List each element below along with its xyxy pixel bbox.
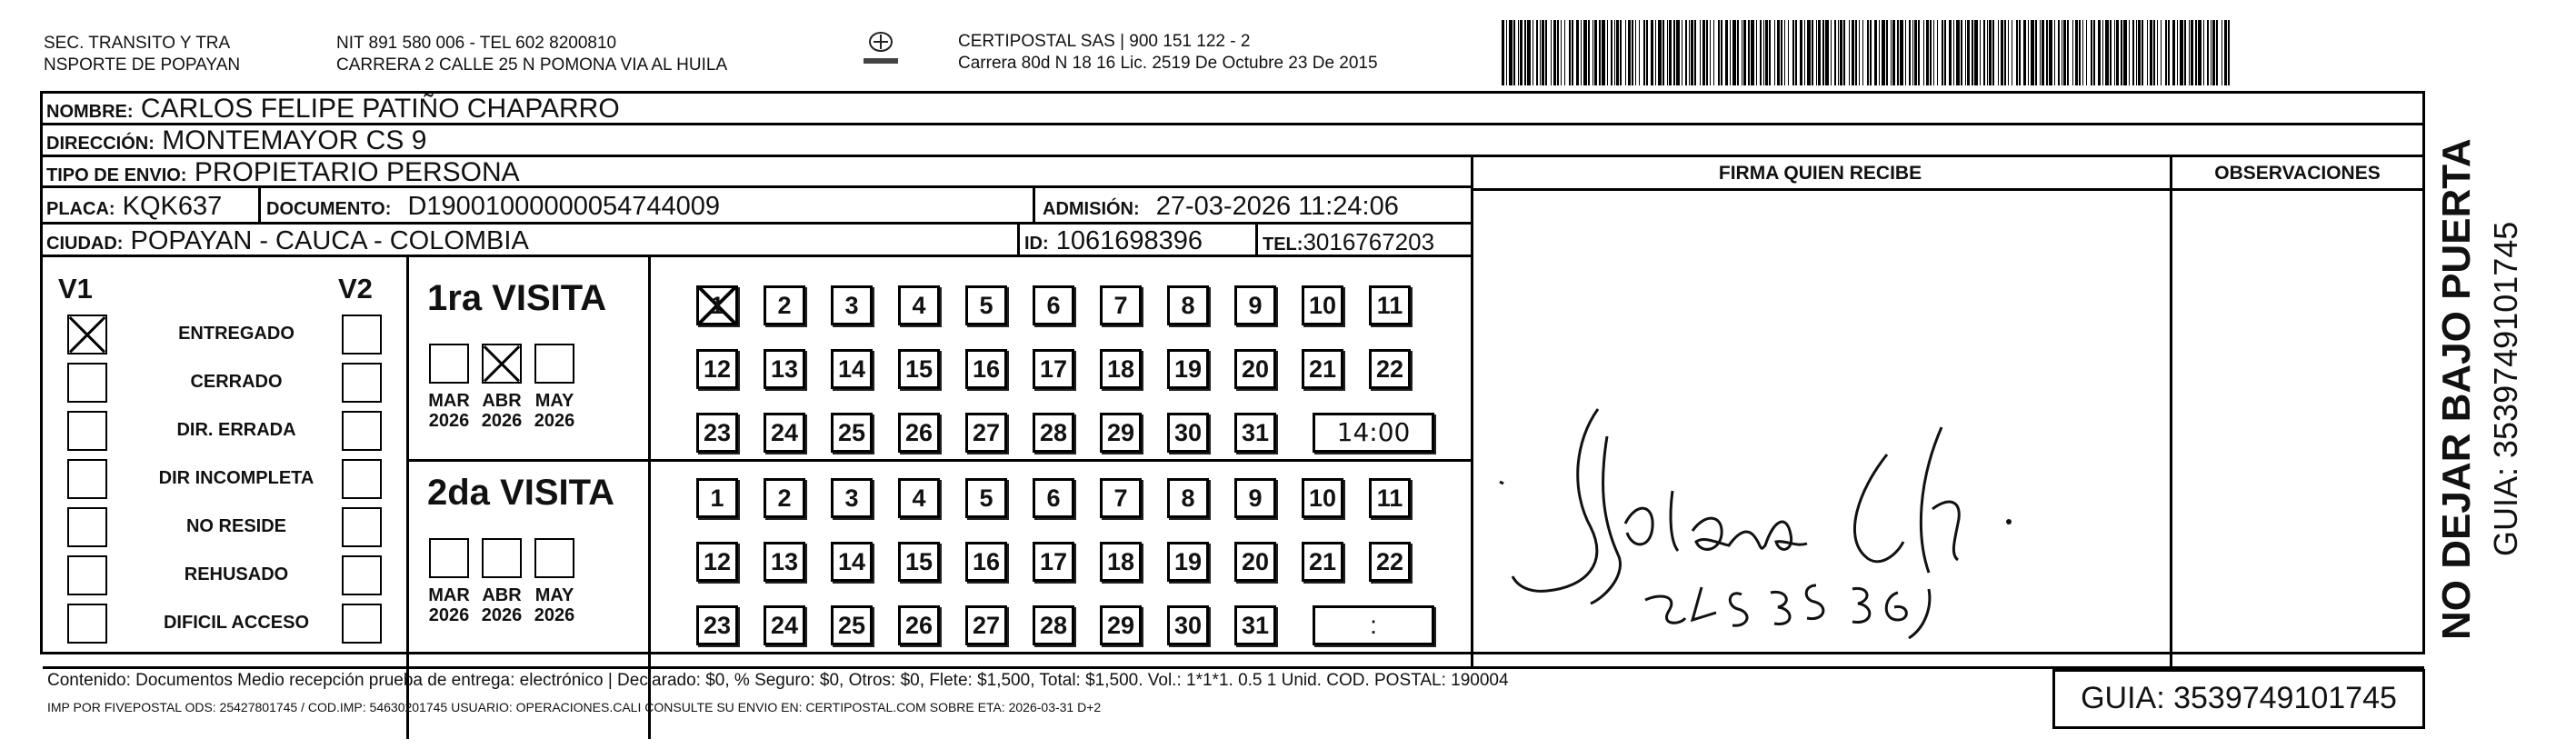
day-box-23[interactable]: 23	[696, 605, 738, 645]
direccion-value: MONTEMAYOR CS 9	[162, 125, 427, 155]
day-box-20[interactable]: 20	[1234, 542, 1276, 582]
day-box-18[interactable]: 18	[1100, 349, 1142, 389]
day-box-5[interactable]: 5	[965, 285, 1007, 325]
day-box-29[interactable]: 29	[1100, 413, 1142, 453]
month-checkbox[interactable]	[429, 538, 469, 578]
tel-cell	[1263, 228, 1434, 256]
day-box-2[interactable]: 2	[764, 285, 805, 325]
signature-name: Yolanda Ch.	[1491, 382, 1496, 383]
day-box-26[interactable]: 26	[898, 413, 940, 453]
v1-label: V1	[58, 273, 93, 305]
v2-label: V2	[338, 273, 373, 305]
v1-checkbox[interactable]	[67, 315, 107, 355]
id-label: ID:	[1024, 234, 1049, 254]
day-box-29[interactable]: 29	[1100, 605, 1142, 645]
day-box-12[interactable]: 12	[696, 542, 738, 582]
day-box-18[interactable]: 18	[1100, 542, 1142, 582]
v1-checkbox[interactable]	[67, 555, 107, 595]
delivery-form	[40, 91, 2425, 654]
month-label: MAY 2026	[534, 391, 575, 431]
v1-checkbox[interactable]	[67, 507, 107, 547]
day-box-21[interactable]: 21	[1302, 349, 1343, 389]
sender-name	[44, 33, 240, 76]
address-line: CARRERA 2 CALLE 25 N POMONA VIA AL HUILA	[336, 55, 728, 75]
day-box-1[interactable]: 1	[696, 478, 738, 518]
tel-value: 3016767203	[1303, 228, 1435, 255]
sender-line-1: SEC. TRANSITO Y TRA	[44, 34, 231, 53]
day-box-14[interactable]: 14	[831, 349, 873, 389]
nit-line: NIT 891 580 006 - TEL 602 8200810	[336, 34, 617, 53]
company-info	[958, 31, 1378, 75]
day-box-24[interactable]: 24	[764, 605, 805, 645]
day-box-9[interactable]: 9	[1234, 478, 1276, 518]
month-checkbox[interactable]	[534, 344, 574, 384]
day-box-22[interactable]: 22	[1369, 349, 1411, 389]
visit2-title: 2da VISITA	[427, 473, 614, 513]
side-guia-text: GUIA: 3539749101745	[2487, 221, 2524, 556]
day-box-14[interactable]: 14	[831, 542, 873, 582]
month-label: ABR 2026	[481, 585, 523, 625]
v1-checkbox[interactable]	[67, 411, 107, 451]
direccion-row	[43, 125, 2422, 157]
documento-cell	[266, 192, 720, 222]
month-checkbox[interactable]	[534, 538, 574, 578]
month-label: MAY 2026	[534, 585, 575, 625]
admision-value: 27-03-2026 11:24:06	[1155, 192, 1399, 221]
certipostal-logo-icon	[860, 27, 902, 73]
ciudad-cell	[46, 226, 529, 256]
status-label: REHUSADO	[184, 564, 289, 584]
v2-checkbox[interactable]	[342, 363, 382, 403]
placa-value: KQK637	[122, 192, 223, 221]
day-box-8[interactable]: 8	[1167, 478, 1209, 518]
v1-checkbox[interactable]	[67, 363, 107, 403]
v1-checkbox[interactable]	[67, 604, 107, 644]
v2-checkbox[interactable]	[342, 411, 382, 451]
v2-checkbox[interactable]	[342, 459, 382, 499]
nombre-label: NOMBRE:	[46, 102, 134, 122]
ciudad-label: CIUDAD:	[46, 234, 124, 254]
day-box-30[interactable]: 30	[1167, 413, 1209, 453]
day-box-7[interactable]: 7	[1100, 478, 1142, 518]
day-box-19[interactable]: 19	[1167, 349, 1209, 389]
day-box-10[interactable]: 10	[1302, 285, 1343, 325]
day-box-8[interactable]: 8	[1167, 285, 1209, 325]
day-box-17[interactable]: 17	[1033, 542, 1074, 582]
tipo-value: PROPIETARIO PERSONA	[194, 157, 520, 187]
day-box-31[interactable]: 31	[1234, 605, 1276, 645]
day-box-4[interactable]: 4	[898, 478, 940, 518]
tipo-label: TIPO DE ENVIO:	[46, 165, 187, 185]
day-box-27[interactable]: 27	[965, 413, 1007, 453]
admision-cell	[1043, 192, 1399, 222]
day-box-22[interactable]: 22	[1369, 542, 1411, 582]
direccion-label: DIRECCIÓN:	[46, 134, 155, 154]
day-box-9[interactable]: 9	[1234, 285, 1276, 325]
tipo-row	[43, 157, 1473, 188]
day-box-2[interactable]: 2	[764, 478, 805, 518]
company-address: Carrera 80d N 18 16 Lic. 2519 De Octubre 23 De 2015	[958, 54, 1378, 73]
day-box-13[interactable]: 13	[764, 349, 805, 389]
day-box-19[interactable]: 19	[1167, 542, 1209, 582]
v2-checkbox[interactable]	[342, 315, 382, 355]
v2-checkbox[interactable]	[342, 507, 382, 547]
day-box-17[interactable]: 17	[1033, 349, 1074, 389]
day-box-11[interactable]: 11	[1369, 285, 1411, 325]
admision-label: ADMISIÓN:	[1043, 199, 1140, 219]
firma-header: FIRMA QUIEN RECIBE	[1718, 163, 1922, 184]
side-warning-text: NO DEJAR BAJO PUERTA	[2434, 138, 2479, 640]
visit1-title: 1ra VISITA	[427, 278, 607, 318]
month-checkbox[interactable]	[429, 344, 469, 384]
day-box-15[interactable]: 15	[898, 349, 940, 389]
day-box-15[interactable]: 15	[898, 542, 940, 582]
v2-checkbox[interactable]	[342, 604, 382, 644]
day-box-23[interactable]: 23	[696, 413, 738, 453]
footer-content-line: Contenido: Documentos Medio recepción prueba de entrega: electrónico | Declarado: $0, % Seguro: $0, Otros: $0, Flete: $1,500, Total: $1,500. Vol.: 1*1*1. 0.5 1 Unid. COD. POSTAL: 190004	[47, 671, 1509, 690]
status-label: DIR. ERRADA	[176, 420, 296, 440]
day-box-6[interactable]: 6	[1033, 478, 1074, 518]
placa-label: PLACA:	[46, 199, 115, 219]
ciudad-value: POPAYAN - CAUCA - COLOMBIA	[130, 226, 529, 255]
day-box-6[interactable]: 6	[1033, 285, 1074, 325]
id-cell	[1024, 226, 1203, 256]
day-box-13[interactable]: 13	[764, 542, 805, 582]
nombre-row	[43, 94, 2422, 125]
tel-label: TEL:	[1263, 235, 1303, 255]
status-label: NO RESIDE	[185, 516, 287, 536]
day-box-25[interactable]: 25	[831, 605, 873, 645]
guia-number-box: GUIA: 3539749101745	[2052, 669, 2425, 729]
day-box-10[interactable]: 10	[1302, 478, 1343, 518]
v2-checkbox[interactable]	[342, 555, 382, 595]
recipient-signature	[1491, 382, 2036, 664]
placa-cell	[46, 192, 222, 222]
status-label: DIR INCOMPLETA	[158, 468, 315, 488]
month-checkbox[interactable]	[482, 344, 522, 384]
status-label: CERRADO	[190, 372, 283, 392]
day-box-1[interactable]: 1	[696, 285, 738, 325]
status-label: ENTREGADO	[178, 324, 295, 344]
day-box-4[interactable]: 4	[898, 285, 940, 325]
day-box-20[interactable]: 20	[1234, 349, 1276, 389]
observaciones-header: OBSERVACIONES	[2214, 163, 2381, 184]
day-box-28[interactable]: 28	[1033, 605, 1074, 645]
v1-checkbox[interactable]	[67, 459, 107, 499]
day-box-3[interactable]: 3	[831, 285, 873, 325]
day-box-27[interactable]: 27	[965, 605, 1007, 645]
visit1-time[interactable]: 14:00	[1313, 413, 1434, 453]
visit2-time[interactable]: :	[1313, 605, 1434, 645]
day-box-16[interactable]: 16	[965, 542, 1007, 582]
status-label: DIFICIL ACCESO	[163, 613, 309, 633]
barcode	[1502, 20, 2242, 85]
day-box-30[interactable]: 30	[1167, 605, 1209, 645]
documento-value: D19001000000054744009	[407, 192, 720, 221]
day-box-26[interactable]: 26	[898, 605, 940, 645]
day-box-24[interactable]: 24	[764, 413, 805, 453]
company-line: CERTIPOSTAL SAS | 900 151 122 - 2	[958, 32, 1251, 51]
nombre-value: CARLOS FELIPE PATIÑO CHAPARRO	[140, 94, 620, 124]
footer-imp-line: IMP POR FIVEPOSTAL ODS: 25427801745 / COD.IMP: 54630201745 USUARIO: OPERACIONES.CALI CONSULTE SU ENVIO EN: CERTIPOSTAL.COM SOBRE ETA: 2026-03-31 D+2	[47, 700, 1102, 714]
day-box-31[interactable]: 31	[1234, 413, 1276, 453]
day-box-5[interactable]: 5	[965, 478, 1007, 518]
month-checkbox[interactable]	[482, 538, 522, 578]
day-box-7[interactable]: 7	[1100, 285, 1142, 325]
day-box-25[interactable]: 25	[831, 413, 873, 453]
day-box-21[interactable]: 21	[1302, 542, 1343, 582]
documento-label: DOCUMENTO:	[266, 199, 392, 219]
month-label: MAR 2026	[428, 391, 470, 431]
sender-line-2: NSPORTE DE POPAYAN	[44, 55, 241, 75]
month-label: ABR 2026	[481, 391, 523, 431]
sender-contact	[336, 33, 727, 76]
id-value: 1061698396	[1055, 226, 1203, 255]
day-box-12[interactable]: 12	[696, 349, 738, 389]
day-box-3[interactable]: 3	[831, 478, 873, 518]
day-box-28[interactable]: 28	[1033, 413, 1074, 453]
day-box-16[interactable]: 16	[965, 349, 1007, 389]
day-box-11[interactable]: 11	[1369, 478, 1411, 518]
month-label: MAR 2026	[428, 585, 470, 625]
